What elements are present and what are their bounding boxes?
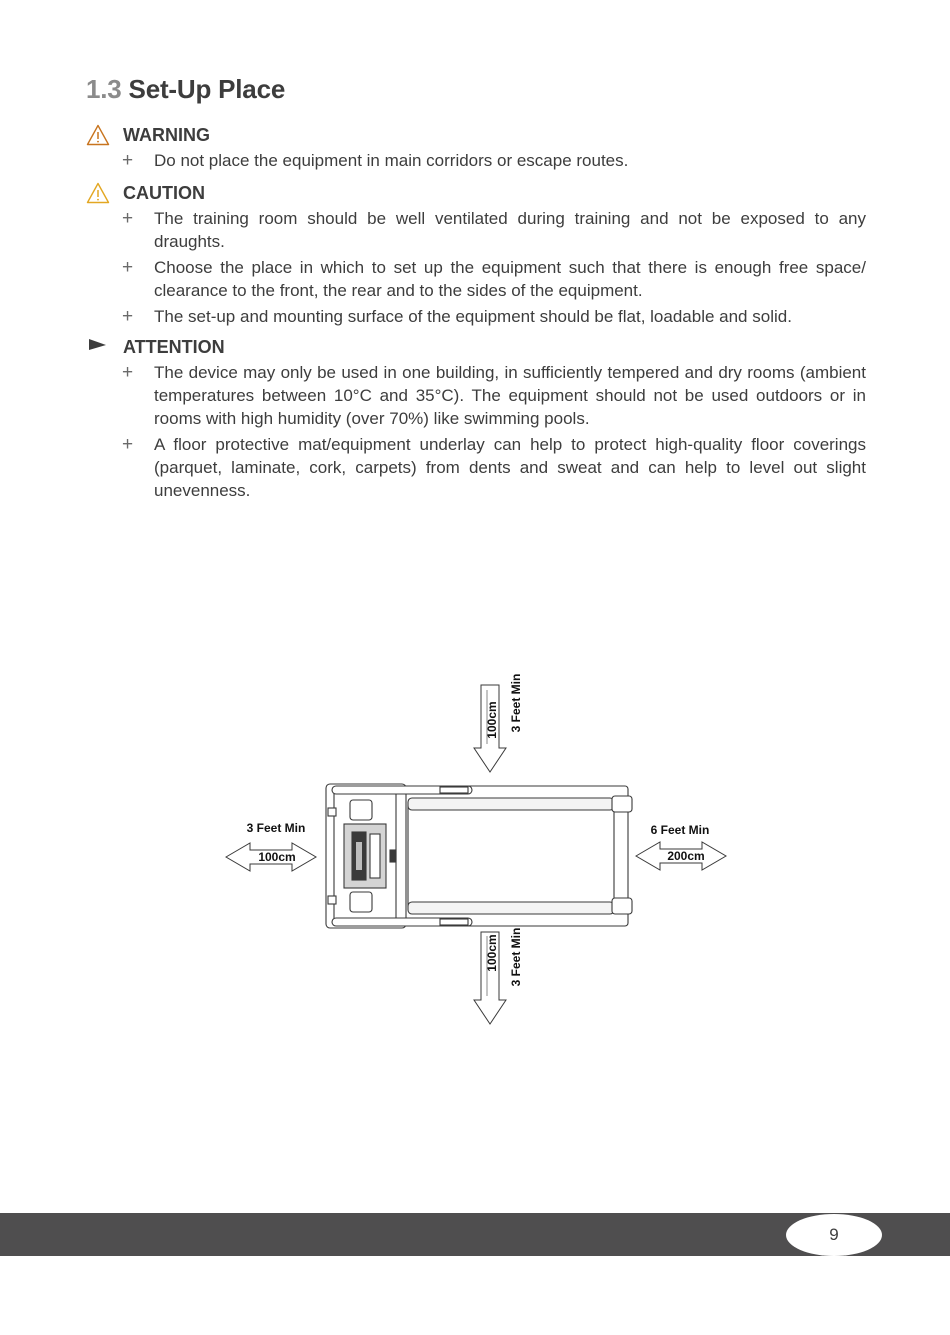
pointer-arrow-icon	[86, 336, 110, 358]
item-text: The device may only be used in one building, in sufficiently tempered and dry rooms (ambient temperatures between 10°C and 35°C). The equipment should not be used outdoors or in rooms with high humidity (over 70%) like swimming pools.	[154, 363, 866, 428]
item-text: Choose the place in which to set up the equipment such that there is enough free space/ clearance to the front, the rear and to the sides of the equipment.	[154, 258, 866, 300]
right-feet-label: 6 Feet Min	[650, 823, 710, 837]
item-text: A floor protective mat/equipment underlay can help to protect high-quality floor coverings (parquet, laminate, cork, carpets) from dents and sweat and can help to level out slight unevenness.	[154, 435, 866, 500]
attention-section	[86, 335, 866, 505]
section-heading	[86, 74, 285, 105]
item-text: The set-up and mounting surface of the equipment should be flat, loadable and solid.	[154, 307, 792, 326]
attention-label: ATTENTION	[123, 337, 225, 357]
page-number: 9	[786, 1214, 882, 1256]
list-item	[86, 361, 866, 430]
warning-list	[86, 149, 866, 172]
bullet: +	[122, 257, 134, 278]
caution-section	[86, 181, 866, 331]
clearance-diagram	[220, 660, 740, 1040]
warning-label: WARNING	[123, 125, 210, 145]
bullet: +	[122, 434, 134, 455]
section-number: 1.3	[86, 74, 122, 104]
caution-list	[86, 207, 866, 328]
warning-section	[86, 123, 866, 175]
item-text: Do not place the equipment in main corridors or escape routes.	[154, 151, 629, 170]
item-text: The training room should be well ventilated during training and not be exposed to any draughts.	[154, 209, 866, 251]
caution-title	[86, 181, 866, 205]
list-item	[86, 305, 866, 328]
treadmill-outline	[326, 784, 632, 928]
bullet: +	[122, 362, 134, 383]
left-feet-label: 3 Feet Min	[246, 821, 306, 835]
bottom-feet-label: 3 Feet Min	[509, 927, 523, 987]
top-feet-label: 3 Feet Min	[509, 673, 523, 733]
list-item	[86, 256, 866, 302]
left-cm-label: 100cm	[258, 850, 296, 864]
top-cm-label: 100cm	[485, 701, 499, 739]
warning-triangle-icon	[86, 124, 110, 146]
bullet: +	[122, 150, 134, 171]
warning-title	[86, 123, 866, 147]
attention-list	[86, 361, 866, 502]
attention-title	[86, 335, 866, 359]
list-item	[86, 433, 866, 502]
right-cm-label: 200cm	[667, 849, 705, 863]
list-item	[86, 149, 866, 172]
warning-triangle-icon	[86, 182, 110, 204]
caution-label: CAUTION	[123, 183, 205, 203]
section-title: Set-Up Place	[128, 74, 286, 104]
list-item	[86, 207, 866, 253]
bottom-cm-label: 100cm	[485, 934, 499, 972]
bullet: +	[122, 306, 134, 327]
bullet: +	[122, 208, 134, 229]
